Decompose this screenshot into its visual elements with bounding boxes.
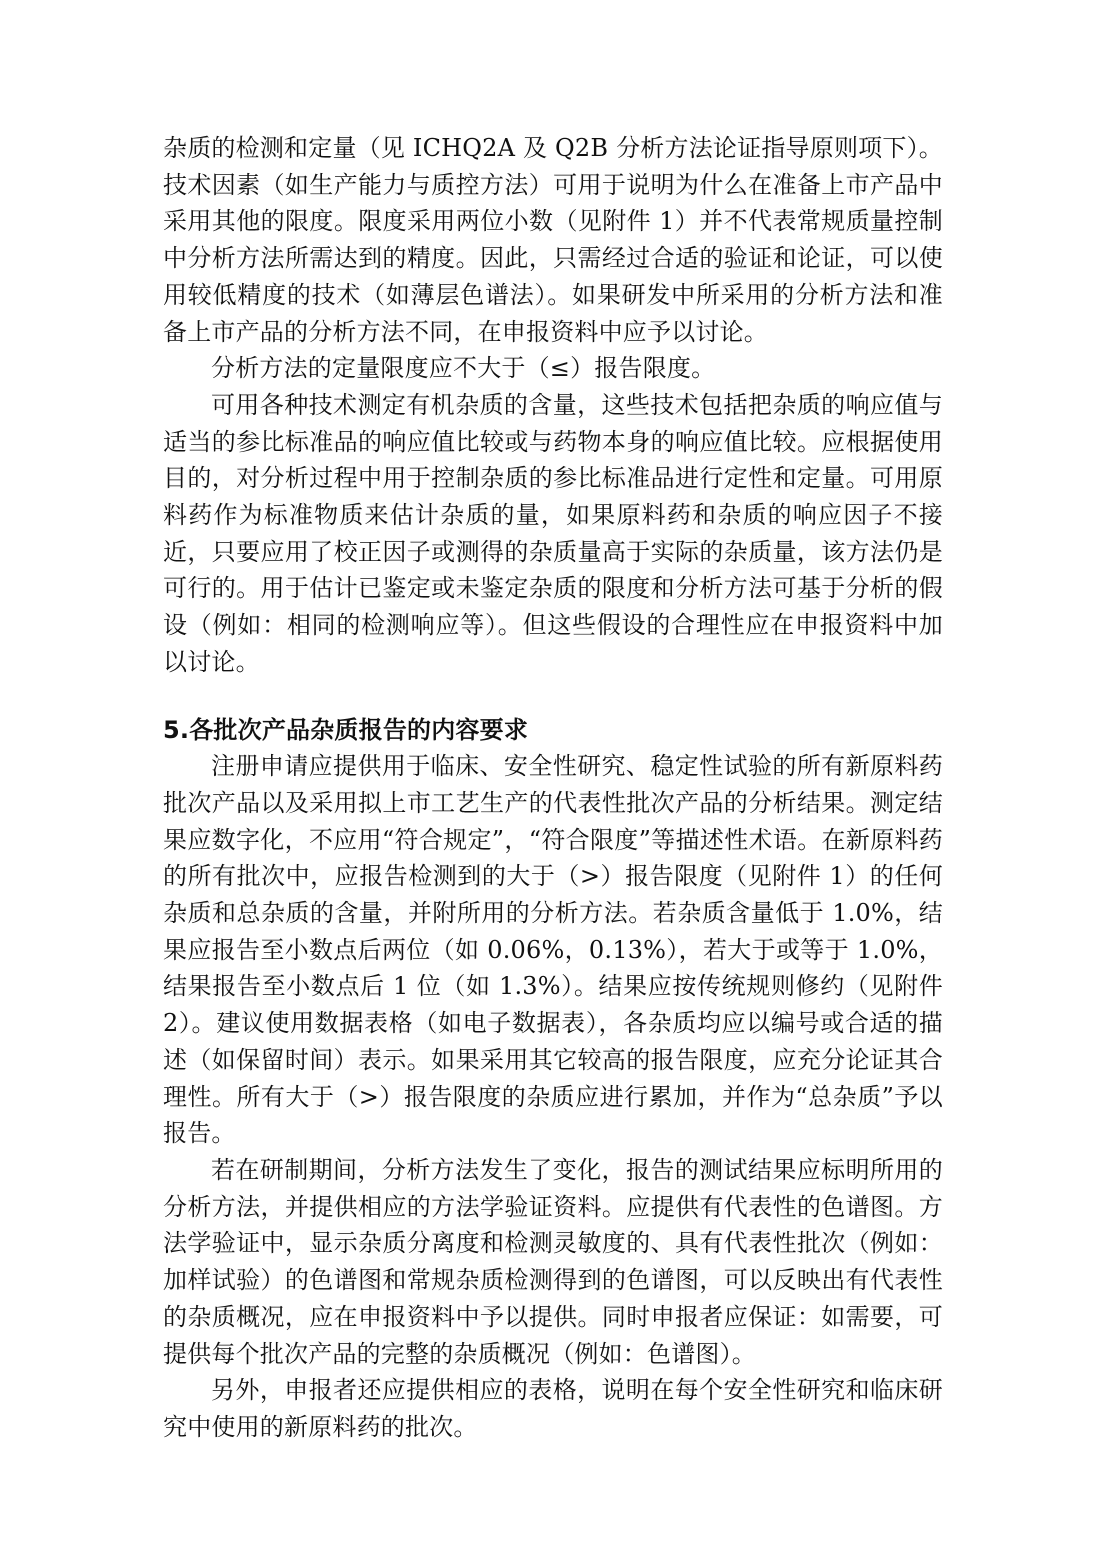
document-page (163, 130, 943, 1446)
paragraph-analytical-methods: 杂质的检测和定量（见 ICHQ2A 及 Q2B 分析方法论证指导原则项下）。技术因素（如生产能力与质控方法）可用于说明为什么在准备上市产品中采用其他的限度。限度采用两位小数（见附件 1）并不代表常规质量控制中分析方法所需达到的精度。因此，只需经过合适的验证和论证，可以使用较低精度的技术（如薄层色谱法）。如果研发中所采用的分析方法和准备上市产品的分析方法不同，在申报资料中应予以讨论。 (163, 134, 943, 346)
paragraph-batch-results: 注册申请应提供用于临床、安全性研究、稳定性试验的所有新原料药批次产品以及采用拟上市工艺生产的代表性批次产品的分析结果。测定结果应数字化，不应用“符合规定”，“符合限度”等描述性术语。在新原料药的所有批次中，应报告检测到的大于（>）报告限度（见附件 1）的任何杂质和总杂质的含量，并附所用的分析方法。若杂质含量低于 1.0%，结果应报告至小数点后两位（如 0.06%，0.13%），若大于或等于 1.0%，结果报告至小数点后 1 位（如 1.3%）。结果应按传统规则修约（见附件 2）。建议使用数据表格（如电子数据表），各杂质均应以编号或合适的描述（如保留时间）表示。如果采用其它较高的报告限度，应充分论证其合理性。所有大于（>）报告限度的杂质应进行累加，并作为“总杂质”予以报告。 (163, 752, 943, 1148)
section-spacer (163, 681, 943, 712)
paragraph-method-changes: 若在研制期间，分析方法发生了变化，报告的测试结果应标明所用的分析方法，并提供相应的方法学验证资料。应提供有代表性的色谱图。方法学验证中，显示杂质分离度和检测灵敏度的、具有代表性批次（例如：加样试验）的色谱图和常规杂质检测得到的色谱图，可以反映出有代表性的杂质概况，应在申报资料中予以提供。同时申报者应保证：如需要，可提供每个批次产品的完整的杂质概况（例如：色谱图）。 (163, 1155, 943, 1368)
section-heading: 5.各批次产品杂质报告的内容要求 (163, 715, 529, 744)
paragraph-quantitation-limit: 分析方法的定量限度应不大于（≤）报告限度。 (211, 354, 716, 383)
paragraph-organic-impurity-techniques: 可用各种技术测定有机杂质的含量，这些技术包括把杂质的响应值与适当的参比标准品的响应值比较或与药物本身的响应值比较。应根据使用目的，对分析过程中用于控制杂质的参比标准品进行定性和定量。可用原料药作为标准物质来估计杂质的量，如果原料药和杂质的响应因子不接近，只要应用了校正因子或测得的杂质量高于实际的杂质量，该方法仍是可行的。用于估计已鉴定或未鉴定杂质的限度和分析方法可基于分析的假设（例如：相同的检测响应等）。但这些假设的合理性应在申报资料中加以讨论。 (163, 390, 943, 676)
paragraph-batch-table: 另外，申报者还应提供相应的表格，说明在每个安全性研究和临床研究中使用的新原料药的批次。 (163, 1376, 943, 1441)
